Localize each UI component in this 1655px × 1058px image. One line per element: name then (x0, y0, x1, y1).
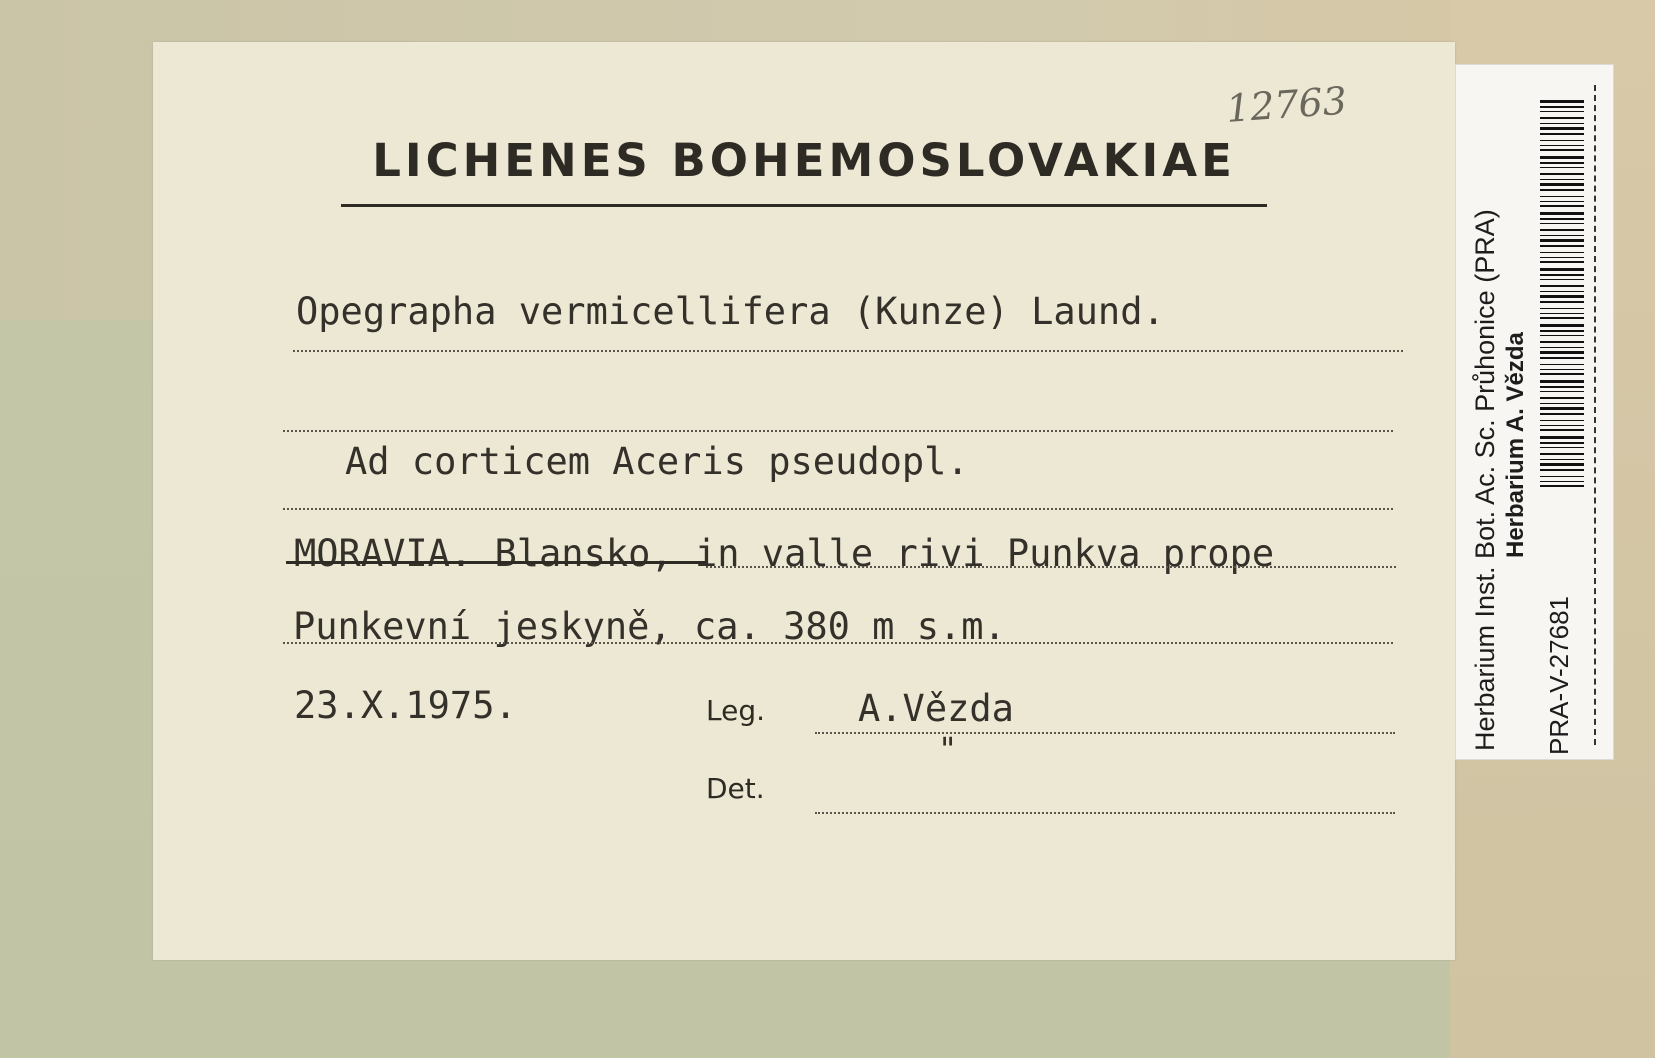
ditto-mark: " (938, 730, 958, 768)
label-title: LICHENES BOHEMOSLOVAKIAE (372, 134, 1236, 187)
herbarium-label-card (153, 42, 1455, 960)
locality-underline (286, 561, 706, 564)
locality-line-2: Punkevní jeskyně, ca. 380 m s.m. (293, 605, 1006, 648)
locality-dotted-line-1 (706, 566, 1396, 568)
handwritten-accession-number: 12763 (1224, 78, 1349, 131)
sticker-specimen-id: PRA-V-27681 (1544, 596, 1574, 755)
leg-label: Leg. (706, 694, 766, 727)
locality-line-1: MORAVIA. Blansko, in valle rivi Punkva prope (294, 532, 1275, 575)
collector-name: A.Vězda (858, 687, 1014, 730)
det-label: Det. (706, 772, 765, 805)
herbarium-barcode-sticker (1455, 64, 1614, 760)
substrate-text: Ad corticem Aceris pseudopl. (345, 440, 969, 483)
sticker-collection: Herbarium A. Vězda (1502, 332, 1529, 558)
leg-dotted-line (815, 732, 1395, 734)
sticker-dashed-edge (1594, 85, 1596, 745)
barcode-icon (1540, 100, 1584, 488)
sticker-institution: Herbarium Inst. Bot. Ac. Sc. Průhonice (PRA) (1470, 209, 1500, 751)
species-dotted-line (293, 350, 1403, 352)
title-underline (341, 204, 1267, 207)
blank-dotted-line (283, 430, 1393, 432)
locality-dotted-line-2 (283, 642, 1393, 644)
det-dotted-line (815, 812, 1395, 814)
species-name: Opegrapha vermicellifera (Kunze) Laund. (296, 290, 1165, 333)
substrate-dotted-line (283, 508, 1393, 510)
collection-date: 23.X.1975. (294, 684, 517, 727)
